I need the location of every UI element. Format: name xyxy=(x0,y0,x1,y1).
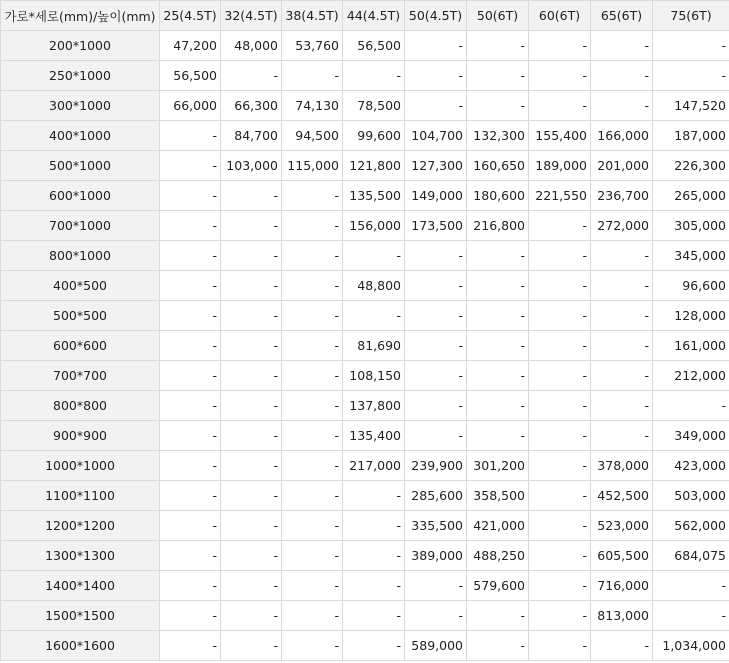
price-cell: 180,600 xyxy=(467,181,529,211)
price-cell: 305,000 xyxy=(653,211,729,241)
price-cell: - xyxy=(160,421,221,451)
size-cell: 1000*1000 xyxy=(1,451,160,481)
price-cell: - xyxy=(343,601,405,631)
price-cell: - xyxy=(282,361,343,391)
price-cell: - xyxy=(529,451,591,481)
table-row xyxy=(1,481,729,511)
price-cell: - xyxy=(529,631,591,661)
price-cell: - xyxy=(221,391,282,421)
price-cell: 301,200 xyxy=(467,451,529,481)
price-cell: 135,500 xyxy=(343,181,405,211)
table-row xyxy=(1,151,729,181)
price-cell: 187,000 xyxy=(653,121,729,151)
price-cell: 104,700 xyxy=(405,121,467,151)
price-cell: 108,150 xyxy=(343,361,405,391)
size-cell: 250*1000 xyxy=(1,61,160,91)
size-cell: 1400*1400 xyxy=(1,571,160,601)
price-cell: - xyxy=(343,481,405,511)
table-row xyxy=(1,601,729,631)
price-cell: - xyxy=(653,571,729,601)
price-cell: - xyxy=(221,511,282,541)
price-cell: - xyxy=(160,241,221,271)
price-cell: 128,000 xyxy=(653,301,729,331)
price-cell: 265,000 xyxy=(653,181,729,211)
price-cell: - xyxy=(221,301,282,331)
price-cell: - xyxy=(529,421,591,451)
size-cell: 500*1000 xyxy=(1,151,160,181)
price-cell: - xyxy=(282,181,343,211)
price-cell: 226,300 xyxy=(653,151,729,181)
price-cell: 488,250 xyxy=(467,541,529,571)
price-cell: - xyxy=(282,631,343,661)
price-cell: - xyxy=(160,331,221,361)
price-cell: - xyxy=(221,481,282,511)
table-row xyxy=(1,301,729,331)
price-cell: 53,760 xyxy=(282,31,343,61)
table-row xyxy=(1,61,729,91)
price-cell: - xyxy=(160,121,221,151)
price-cell: - xyxy=(282,391,343,421)
price-cell: 127,300 xyxy=(405,151,467,181)
price-cell: 212,000 xyxy=(653,361,729,391)
price-cell: 503,000 xyxy=(653,481,729,511)
price-cell: - xyxy=(405,61,467,91)
table-row xyxy=(1,241,729,271)
price-cell: - xyxy=(221,181,282,211)
size-cell: 600*600 xyxy=(1,331,160,361)
price-cell: - xyxy=(529,91,591,121)
price-cell: - xyxy=(405,391,467,421)
price-cell: - xyxy=(467,61,529,91)
table-row xyxy=(1,181,729,211)
price-cell: 81,690 xyxy=(343,331,405,361)
price-cell: - xyxy=(467,31,529,61)
table-body xyxy=(1,31,729,661)
price-cell: - xyxy=(221,541,282,571)
price-cell: 221,550 xyxy=(529,181,591,211)
size-cell: 1500*1500 xyxy=(1,601,160,631)
price-cell: - xyxy=(467,301,529,331)
price-cell: - xyxy=(221,61,282,91)
table-row xyxy=(1,331,729,361)
table-row xyxy=(1,211,729,241)
size-cell: 900*900 xyxy=(1,421,160,451)
price-cell: 605,500 xyxy=(591,541,653,571)
price-cell: - xyxy=(282,511,343,541)
price-cell: - xyxy=(591,301,653,331)
size-cell: 800*1000 xyxy=(1,241,160,271)
price-cell: - xyxy=(282,451,343,481)
size-cell: 1200*1200 xyxy=(1,511,160,541)
price-cell: - xyxy=(405,361,467,391)
price-cell: 94,500 xyxy=(282,121,343,151)
price-cell: - xyxy=(343,61,405,91)
price-cell: 452,500 xyxy=(591,481,653,511)
price-cell: 149,000 xyxy=(405,181,467,211)
price-cell: - xyxy=(282,601,343,631)
price-cell: - xyxy=(221,601,282,631)
price-cell: 99,600 xyxy=(343,121,405,151)
price-cell: 335,500 xyxy=(405,511,467,541)
price-cell: - xyxy=(529,31,591,61)
price-cell: 137,800 xyxy=(343,391,405,421)
size-cell: 700*700 xyxy=(1,361,160,391)
price-cell: - xyxy=(529,391,591,421)
price-cell: 523,000 xyxy=(591,511,653,541)
column-header: 65(6T) xyxy=(591,1,653,31)
price-cell: 48,000 xyxy=(221,31,282,61)
price-cell: - xyxy=(529,571,591,601)
price-cell: 272,000 xyxy=(591,211,653,241)
price-cell: - xyxy=(591,391,653,421)
price-cell: - xyxy=(160,151,221,181)
price-cell: - xyxy=(405,31,467,61)
price-cell: - xyxy=(591,31,653,61)
price-cell: 103,000 xyxy=(221,151,282,181)
price-cell: 115,000 xyxy=(282,151,343,181)
table-row xyxy=(1,571,729,601)
size-cell: 600*1000 xyxy=(1,181,160,211)
price-cell: 562,000 xyxy=(653,511,729,541)
price-cell: - xyxy=(160,541,221,571)
column-header: 75(6T) xyxy=(653,1,729,31)
price-cell: - xyxy=(405,331,467,361)
price-cell: 579,600 xyxy=(467,571,529,601)
price-cell: 285,600 xyxy=(405,481,467,511)
price-cell: 161,000 xyxy=(653,331,729,361)
price-cell: - xyxy=(467,361,529,391)
column-header: 44(4.5T) xyxy=(343,1,405,31)
price-cell: - xyxy=(282,331,343,361)
price-cell: - xyxy=(160,511,221,541)
table-row xyxy=(1,361,729,391)
price-cell: 1,034,000 xyxy=(653,631,729,661)
corner-header: 가로*세로(mm)/높이(mm) xyxy=(1,1,160,31)
price-cell: - xyxy=(653,31,729,61)
price-cell: - xyxy=(221,211,282,241)
price-cell: - xyxy=(221,571,282,601)
price-cell: - xyxy=(591,331,653,361)
size-cell: 400*500 xyxy=(1,271,160,301)
price-cell: 421,000 xyxy=(467,511,529,541)
size-cell: 200*1000 xyxy=(1,31,160,61)
price-cell: - xyxy=(591,631,653,661)
price-cell: - xyxy=(282,241,343,271)
table-row xyxy=(1,631,729,661)
price-cell: - xyxy=(343,541,405,571)
price-cell: - xyxy=(591,361,653,391)
price-cell: - xyxy=(591,271,653,301)
price-cell: 132,300 xyxy=(467,121,529,151)
price-cell: 74,130 xyxy=(282,91,343,121)
table-row xyxy=(1,421,729,451)
size-cell: 1300*1300 xyxy=(1,541,160,571)
price-cell: - xyxy=(343,511,405,541)
size-cell: 1600*1600 xyxy=(1,631,160,661)
price-cell: - xyxy=(529,61,591,91)
size-cell: 300*1000 xyxy=(1,91,160,121)
price-cell: - xyxy=(405,421,467,451)
price-cell: - xyxy=(221,361,282,391)
price-cell: - xyxy=(282,61,343,91)
price-cell: 156,000 xyxy=(343,211,405,241)
price-cell: - xyxy=(221,331,282,361)
price-cell: 239,900 xyxy=(405,451,467,481)
column-header: 32(4.5T) xyxy=(221,1,282,31)
price-cell: - xyxy=(529,601,591,631)
price-cell: 813,000 xyxy=(591,601,653,631)
price-cell: - xyxy=(467,91,529,121)
column-header: 50(6T) xyxy=(467,1,529,31)
price-cell: 155,400 xyxy=(529,121,591,151)
price-cell: - xyxy=(343,571,405,601)
price-cell: - xyxy=(467,391,529,421)
price-cell: - xyxy=(405,301,467,331)
price-cell: - xyxy=(405,571,467,601)
price-cell: - xyxy=(221,631,282,661)
price-cell: - xyxy=(160,631,221,661)
price-cell: - xyxy=(591,241,653,271)
price-cell: - xyxy=(160,301,221,331)
table-row xyxy=(1,91,729,121)
price-cell: - xyxy=(405,241,467,271)
table-row xyxy=(1,121,729,151)
price-cell: - xyxy=(221,241,282,271)
price-cell: - xyxy=(529,301,591,331)
price-cell: - xyxy=(221,421,282,451)
price-cell: - xyxy=(529,541,591,571)
price-cell: - xyxy=(160,391,221,421)
price-cell: - xyxy=(529,241,591,271)
price-cell: 236,700 xyxy=(591,181,653,211)
price-cell: - xyxy=(467,271,529,301)
price-cell: - xyxy=(160,601,221,631)
price-cell: - xyxy=(282,301,343,331)
price-cell: - xyxy=(343,241,405,271)
price-cell: 56,500 xyxy=(343,31,405,61)
table-row xyxy=(1,31,729,61)
table-row xyxy=(1,391,729,421)
price-cell: - xyxy=(529,331,591,361)
price-cell: 66,000 xyxy=(160,91,221,121)
price-cell: - xyxy=(591,421,653,451)
price-cell: 96,600 xyxy=(653,271,729,301)
price-cell: - xyxy=(529,271,591,301)
price-cell: - xyxy=(160,481,221,511)
price-cell: 684,075 xyxy=(653,541,729,571)
price-cell: 349,000 xyxy=(653,421,729,451)
price-cell: - xyxy=(653,61,729,91)
price-cell: 378,000 xyxy=(591,451,653,481)
price-cell: - xyxy=(282,271,343,301)
price-cell: 217,000 xyxy=(343,451,405,481)
price-cell: - xyxy=(467,631,529,661)
size-cell: 400*1000 xyxy=(1,121,160,151)
price-cell: 48,800 xyxy=(343,271,405,301)
price-cell: 78,500 xyxy=(343,91,405,121)
price-cell: - xyxy=(405,271,467,301)
price-cell: - xyxy=(467,241,529,271)
price-cell: - xyxy=(282,211,343,241)
price-cell: - xyxy=(160,451,221,481)
price-cell: - xyxy=(405,91,467,121)
price-cell: - xyxy=(282,481,343,511)
table-row xyxy=(1,451,729,481)
price-cell: 201,000 xyxy=(591,151,653,181)
size-cell: 500*500 xyxy=(1,301,160,331)
price-cell: 135,400 xyxy=(343,421,405,451)
price-cell: 160,650 xyxy=(467,151,529,181)
price-cell: - xyxy=(529,511,591,541)
size-cell: 1100*1100 xyxy=(1,481,160,511)
table-row xyxy=(1,271,729,301)
size-cell: 800*800 xyxy=(1,391,160,421)
price-cell: 166,000 xyxy=(591,121,653,151)
price-cell: 358,500 xyxy=(467,481,529,511)
price-cell: 716,000 xyxy=(591,571,653,601)
table-row xyxy=(1,541,729,571)
price-cell: - xyxy=(529,361,591,391)
price-cell: - xyxy=(405,601,467,631)
price-cell: - xyxy=(653,391,729,421)
price-cell: - xyxy=(653,601,729,631)
price-cell: - xyxy=(221,271,282,301)
column-header: 50(4.5T) xyxy=(405,1,467,31)
price-cell: - xyxy=(221,451,282,481)
price-cell: - xyxy=(467,331,529,361)
price-cell: - xyxy=(282,571,343,601)
price-cell: - xyxy=(160,271,221,301)
price-cell: - xyxy=(282,421,343,451)
price-cell: - xyxy=(160,181,221,211)
price-cell: 589,000 xyxy=(405,631,467,661)
price-cell: 345,000 xyxy=(653,241,729,271)
header-row xyxy=(1,1,729,31)
price-cell: 84,700 xyxy=(221,121,282,151)
price-cell: - xyxy=(282,541,343,571)
price-cell: 216,800 xyxy=(467,211,529,241)
price-cell: - xyxy=(160,571,221,601)
price-cell: 189,000 xyxy=(529,151,591,181)
price-cell: - xyxy=(467,421,529,451)
size-cell: 700*1000 xyxy=(1,211,160,241)
price-cell: 66,300 xyxy=(221,91,282,121)
price-cell: 47,200 xyxy=(160,31,221,61)
price-cell: - xyxy=(591,91,653,121)
table-row xyxy=(1,511,729,541)
price-cell: - xyxy=(529,211,591,241)
column-header: 60(6T) xyxy=(529,1,591,31)
price-cell: 121,800 xyxy=(343,151,405,181)
price-cell: - xyxy=(343,631,405,661)
column-header: 25(4.5T) xyxy=(160,1,221,31)
price-cell: - xyxy=(467,601,529,631)
column-header: 38(4.5T) xyxy=(282,1,343,31)
price-cell: - xyxy=(160,211,221,241)
price-cell: 147,520 xyxy=(653,91,729,121)
price-cell: - xyxy=(591,61,653,91)
price-cell: 56,500 xyxy=(160,61,221,91)
price-cell: - xyxy=(529,481,591,511)
price-cell: 173,500 xyxy=(405,211,467,241)
price-cell: 389,000 xyxy=(405,541,467,571)
price-cell: - xyxy=(343,301,405,331)
price-cell: - xyxy=(160,361,221,391)
price-cell: 423,000 xyxy=(653,451,729,481)
